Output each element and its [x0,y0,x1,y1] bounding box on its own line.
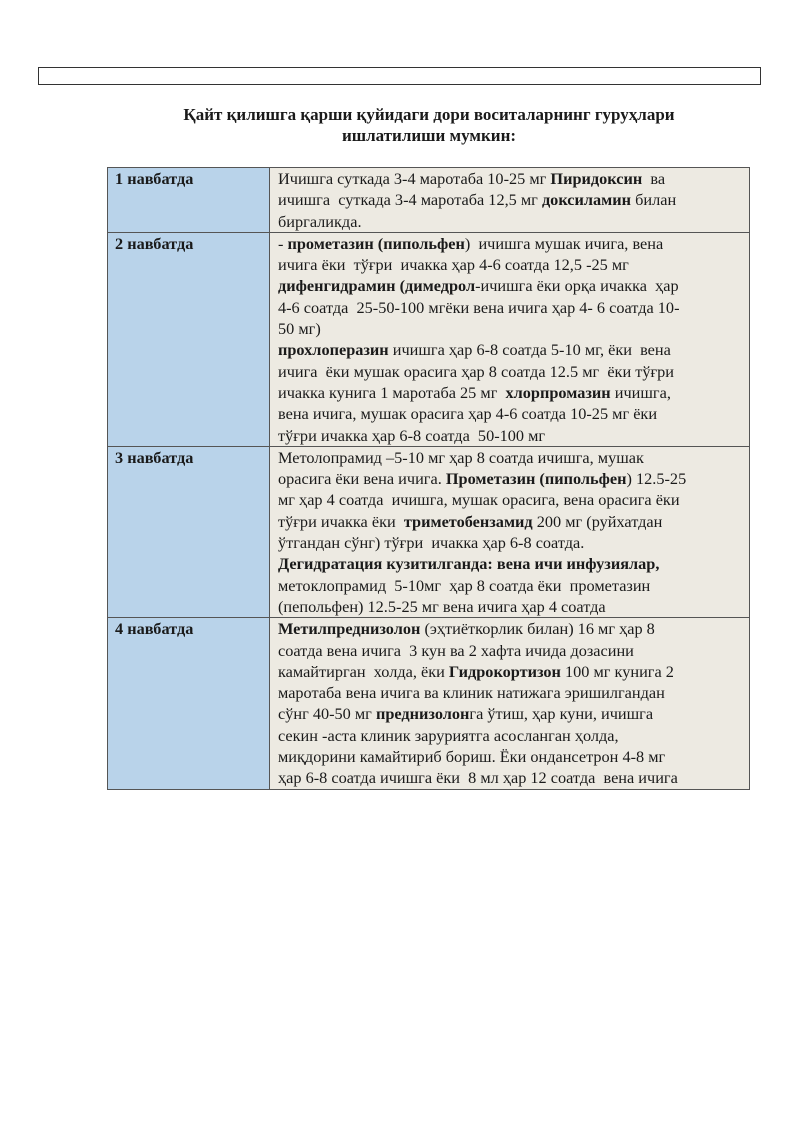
table-row [108,446,750,617]
text-line [278,553,745,574]
title-line-1: Қайт қилишга қарши қуйидаги дори воситаларнинг гуруҳлари [183,105,675,124]
table-body [108,168,750,790]
text-line [278,618,745,639]
text-line [278,682,745,703]
header-box [38,67,761,85]
text-segment: (эҳтиёткорлик билан) 16 мг ҳар 8 [420,619,655,639]
text-segment: биргаликда. [278,211,362,231]
text-segment: метоклопрамид 5-10мг ҳар 8 соатда ёки прометазин [278,575,651,595]
text-line [278,575,745,596]
text-line [278,233,745,254]
text-line [278,189,745,210]
text-segment: 200 мг (руйхатдан [532,511,663,531]
drug-name: хлорпромазин [505,382,611,402]
text-line [278,703,745,724]
drug-name: прохлоперазин [278,340,389,360]
text-line [278,725,745,746]
text-line [278,511,745,532]
drug-name: Гидрокортизон [448,661,561,681]
text-segment: тўғри ичакка ҳар 6-8 соатда 50-100 мг [278,425,546,445]
text-segment: билан [631,190,677,210]
drug-name: Пиридоксин [550,169,643,188]
text-line [278,339,745,360]
text-segment: (пепольфен) 12.5-25 мг вена ичига ҳар 4 соатда [278,596,606,616]
text-line [278,168,745,189]
drug-name: триметобензамид [403,511,533,531]
text-line [278,661,745,682]
text-line [278,318,745,339]
text-segment: соатда вена ичига 3 кун ва 2 хафта ичида дозасини [278,640,634,660]
text-line [278,640,745,661]
text-segment: маротаба вена ичига ва клиник натижага эришилгандан [278,683,665,703]
text-line [278,746,745,767]
text-segment: - [278,233,288,253]
text-line [278,382,745,403]
row-label: 4 навбатда [108,618,270,789]
drug-name: прометазин (пипольфен [287,233,465,253]
text-segment: ичишга, [610,382,671,402]
text-segment: сўнг 40-50 мг [278,704,376,724]
row-content [270,446,750,617]
text-line [278,361,745,382]
row-label: 3 навбатда [108,446,270,617]
text-segment: миқдорини камайтириб бориш. Ёки ондансетрон 4-8 мг [278,747,666,767]
text-line [278,447,745,468]
text-segment: тўғри ичакка ёки [278,511,404,531]
text-segment: ичакка кунига 1 маротаба 25 мг [278,382,506,402]
table-row [108,232,750,446]
text-segment: 4-6 соатда 25-50-100 мгёки вена ичига ҳар 4- 6 соатда 10- [278,297,680,317]
text-segment: ) 12.5-25 [626,469,687,489]
drug-name: Метилпреднизолон [278,619,421,639]
text-segment: Ичишга суткада 3-4 маротаба 10-25 мг [278,169,551,188]
text-segment: 50 мг) [278,319,321,339]
row-content [270,168,750,233]
text-line [278,297,745,318]
text-segment: ва [642,169,666,188]
text-segment: вена ичига, мушак орасига ҳар 4-6 соатда 10-25 мг ёки [278,404,658,424]
text-segment: ўтгандан сўнг) тўғри ичакка ҳар 6-8 соатда. [278,533,585,553]
text-line [278,254,745,275]
text-line [278,596,745,617]
text-segment: мг ҳар 4 соатда ичишга, мушак орасига, вена орасига ёки [278,490,680,510]
text-segment: ) ичишга мушак ичига, вена [464,233,664,253]
text-segment: секин -аста клиник заруриятга асосланган ҳолда, [278,725,619,745]
text-segment: ичишга ҳар 6-8 соатда 5-10 мг, ёки вена [388,340,671,360]
row-label: 1 навбатда [108,168,270,233]
text-segment: ичига ёки тўғри ичакка ҳар 4-6 соатда 12,5 -25 мг [278,255,629,275]
text-segment: га ўтиш, ҳар куни, ичишга [469,704,654,724]
text-segment: ичишга суткада 3-4 маротаба 12,5 мг [278,190,542,210]
text-segment: камайтирган холда, ёки [278,661,449,681]
drug-groups-table [107,167,750,790]
text-line [278,489,745,510]
title-line-2: ишлатилиши мумкин: [341,126,517,145]
text-line [278,468,745,489]
drug-name: Дегидратация кузитилганда: вена ичи инфузиялар, [278,554,660,574]
table-row [108,168,750,233]
row-content [270,618,750,789]
text-segment: ичига ёки мушак орасига ҳар 8 соатда 12.5 мг ёки тўғри [278,361,675,381]
text-line [278,403,745,424]
text-segment: орасига ёки вена ичига. [278,469,446,489]
text-segment: ҳар 6-8 соатда ичишга ёки 8 мл ҳар 12 соатда вена ичига [278,768,678,788]
text-segment: -ичишга ёки орқа ичакка ҳар [475,276,679,296]
text-line [278,275,745,296]
text-line [278,211,745,232]
table-row [108,618,750,789]
drug-name: преднизолон [375,704,470,724]
text-line [278,767,745,788]
row-label: 2 навбатда [108,232,270,446]
row-content [270,232,750,446]
text-line [278,532,745,553]
text-segment: 100 мг кунига 2 [560,661,674,681]
drug-name: Прометазин (пипольфен [445,469,627,489]
drug-name: дифенгидрамин (димедрол [278,276,476,296]
text-line [278,425,745,446]
drug-name: доксиламин [541,190,632,210]
page-title [108,104,750,146]
text-segment: Метолопрамид –5-10 мг ҳар 8 соатда ичишга, мушак [278,447,644,467]
